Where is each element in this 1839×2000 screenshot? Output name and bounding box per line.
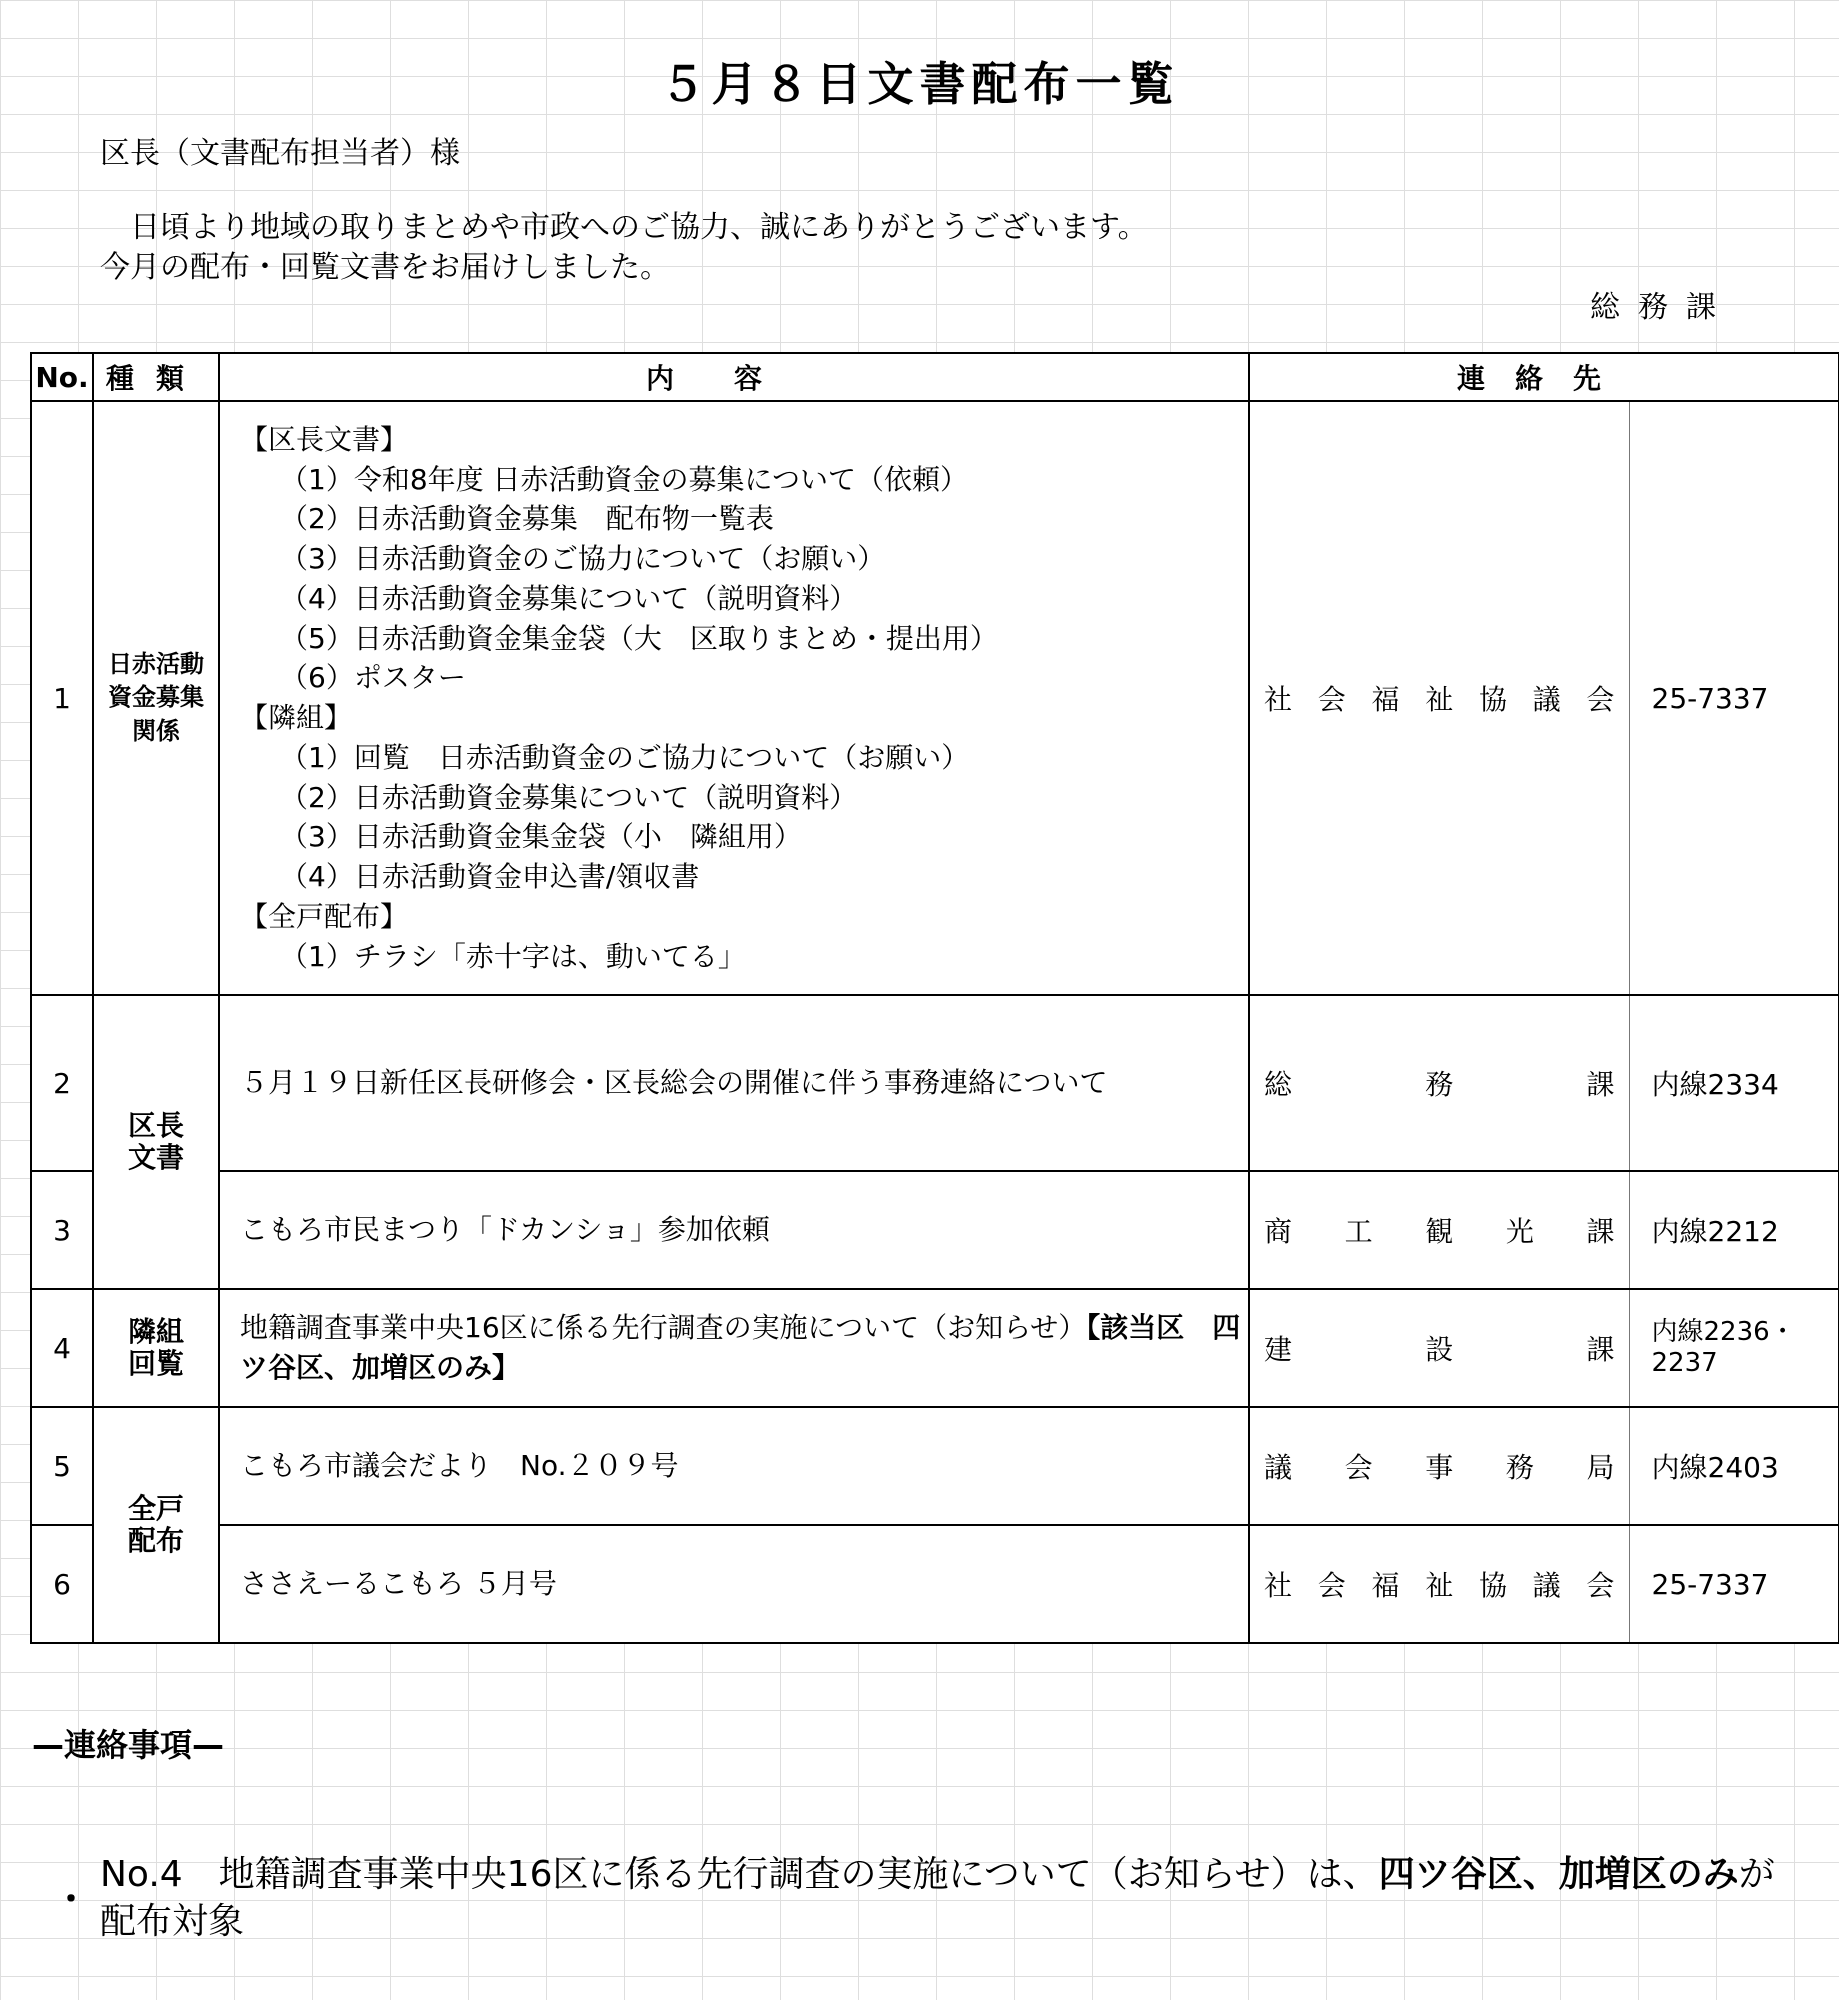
header-kind: 種類 xyxy=(93,353,219,401)
department-char: 福 xyxy=(1371,1569,1400,1602)
row-kind: 隣組回覧 xyxy=(93,1289,219,1407)
department-char: 福 xyxy=(1371,683,1400,716)
department-char: 会 xyxy=(1317,683,1346,716)
department-char: 会 xyxy=(1344,1451,1373,1484)
department-char: 設 xyxy=(1425,1333,1454,1366)
department-text xyxy=(1264,678,1615,718)
department-char: 議 xyxy=(1532,1569,1561,1602)
row-phone: 内線2212 xyxy=(1629,1171,1839,1289)
department-char: 局 xyxy=(1586,1451,1615,1484)
row-department xyxy=(1249,1289,1629,1407)
department-char: 事 xyxy=(1425,1451,1454,1484)
greeting-line-1: 日頃より地域の取りまとめや市政へのご協力、誠にありがとうございます。 xyxy=(130,210,1148,245)
row-no: 6 xyxy=(31,1525,93,1643)
row-no: 2 xyxy=(31,995,93,1171)
sender-department: 総務課 xyxy=(1590,290,1734,325)
notice-text: No.4 地籍調査事業中央16区に係る先行調査の実施について（お知らせ）は、四ツ谷区、加増区のみが配布対象 xyxy=(100,1854,1775,1942)
notice-bullet: ・ xyxy=(54,1880,88,1920)
row-department xyxy=(1249,1407,1629,1525)
table-row xyxy=(31,1289,1839,1407)
department-char: 務 xyxy=(1505,1451,1534,1484)
department-char: 課 xyxy=(1586,1333,1615,1366)
department-char: 課 xyxy=(1586,1215,1615,1248)
list-item: （1）令和8年度 日赤活動資金の募集について（依頼） xyxy=(280,462,968,496)
department-char: 観 xyxy=(1425,1215,1454,1248)
department-char: 社 xyxy=(1264,683,1293,716)
addressee: 区長（文書配布担当者）様 xyxy=(100,136,460,171)
department-char: 商 xyxy=(1264,1215,1293,1248)
department-text xyxy=(1264,1328,1615,1368)
section-heading: 【隣組】 xyxy=(240,701,353,734)
row-phone: 25-7337 xyxy=(1629,1525,1839,1643)
notice-target-districts: 四ツ谷区、加増区のみ xyxy=(1378,1854,1739,1895)
department-char: 協 xyxy=(1478,683,1507,716)
header-content: 内容 xyxy=(219,353,1249,401)
row-department xyxy=(1249,1525,1629,1643)
department-text xyxy=(1264,1210,1615,1250)
greeting-line-2: 今月の配布・回覧文書をお届けしました。 xyxy=(100,250,670,285)
row-content: ５月１９日新任区長研修会・区長総会の開催に伴う事務連絡について xyxy=(219,995,1249,1171)
row-phone: 25-7337 xyxy=(1629,401,1839,995)
department-char: 課 xyxy=(1586,1068,1615,1101)
row-content: 地籍調査事業中央16区に係る先行調査の実施について（お知らせ）【該当区 四ツ谷区、加増区のみ】 xyxy=(219,1289,1249,1407)
group-kind-zenko: 全戸配布 xyxy=(93,1407,219,1643)
row-content xyxy=(219,401,1249,995)
table-header-row xyxy=(31,353,1839,401)
table-row xyxy=(31,401,1839,995)
department-char: 工 xyxy=(1344,1215,1373,1248)
row-no: 4 xyxy=(31,1289,93,1407)
list-item: （3）日赤活動資金のご協力について（お願い） xyxy=(280,542,886,575)
list-item: （4）日赤活動資金申込書/領収書 xyxy=(280,860,700,893)
page-title: ５月８日文書配布一覧 xyxy=(659,57,1180,111)
department-char: 祉 xyxy=(1425,683,1454,716)
department-char: 務 xyxy=(1425,1068,1454,1101)
target-districts: 【該当区 四ツ谷区、加増区のみ】 xyxy=(240,1311,1241,1384)
header-no: No. xyxy=(31,353,93,401)
section-heading: 【全戸配布】 xyxy=(240,899,409,933)
section-heading: 【区長文書】 xyxy=(240,422,409,456)
department-char: 会 xyxy=(1586,683,1615,716)
department-char: 協 xyxy=(1478,1569,1507,1602)
row-content: ささえーるこもろ ５月号 xyxy=(219,1525,1249,1643)
row-kind: 日赤活動資金募集関係 xyxy=(93,401,219,995)
list-item: （6）ポスター xyxy=(280,661,466,695)
department-char: 社 xyxy=(1264,1569,1293,1602)
department-text xyxy=(1264,1063,1615,1103)
group-kind-kucho: 区長文書 xyxy=(93,995,219,1289)
table-row xyxy=(31,1171,1839,1289)
row-phone: 内線2236・2237 xyxy=(1629,1289,1839,1407)
distribution-table xyxy=(30,352,1839,1644)
header-contact: 連絡先 xyxy=(1249,353,1839,401)
list-item: （3）日赤活動資金集金袋（小 隣組用） xyxy=(280,820,802,854)
department-char: 議 xyxy=(1532,683,1561,716)
department-char: 光 xyxy=(1505,1215,1534,1248)
list-item: （4）日赤活動資金募集について（説明資料） xyxy=(280,581,858,615)
list-item: （1）チラシ「赤十字は、動いてる」 xyxy=(280,939,746,973)
table-row xyxy=(31,1525,1839,1643)
table-row xyxy=(31,1407,1839,1525)
row-content: こもろ市民まつり「ドカンショ」参加依頼 xyxy=(219,1171,1249,1289)
list-item: （1）回覧 日赤活動資金のご協力について（お願い） xyxy=(280,740,970,774)
row-department xyxy=(1249,995,1629,1171)
row-department xyxy=(1249,401,1629,995)
row-content: こもろ市議会だより No.２０９号 xyxy=(219,1407,1249,1525)
department-char: 議 xyxy=(1264,1451,1293,1484)
row-phone: 内線2334 xyxy=(1629,995,1839,1171)
row-no: 5 xyxy=(31,1407,93,1525)
notice-heading: —連絡事項— xyxy=(32,1726,225,1764)
list-item: （2）日赤活動資金募集 配布物一覧表 xyxy=(280,502,774,536)
row-phone: 内線2403 xyxy=(1629,1407,1839,1525)
department-char: 会 xyxy=(1586,1569,1615,1602)
department-char: 建 xyxy=(1264,1333,1293,1366)
department-char: 祉 xyxy=(1425,1569,1454,1602)
row-department xyxy=(1249,1171,1629,1289)
row-no: 3 xyxy=(31,1171,93,1289)
department-text xyxy=(1264,1446,1615,1486)
department-char: 総 xyxy=(1264,1068,1293,1101)
department-text xyxy=(1264,1564,1615,1604)
row-no: 1 xyxy=(31,401,93,995)
list-item: （2）日赤活動資金募集について（説明資料） xyxy=(280,780,858,814)
list-item: （5）日赤活動資金集金袋（大 区取りまとめ・提出用） xyxy=(280,621,998,655)
department-char: 会 xyxy=(1317,1569,1346,1602)
table-row xyxy=(31,995,1839,1171)
